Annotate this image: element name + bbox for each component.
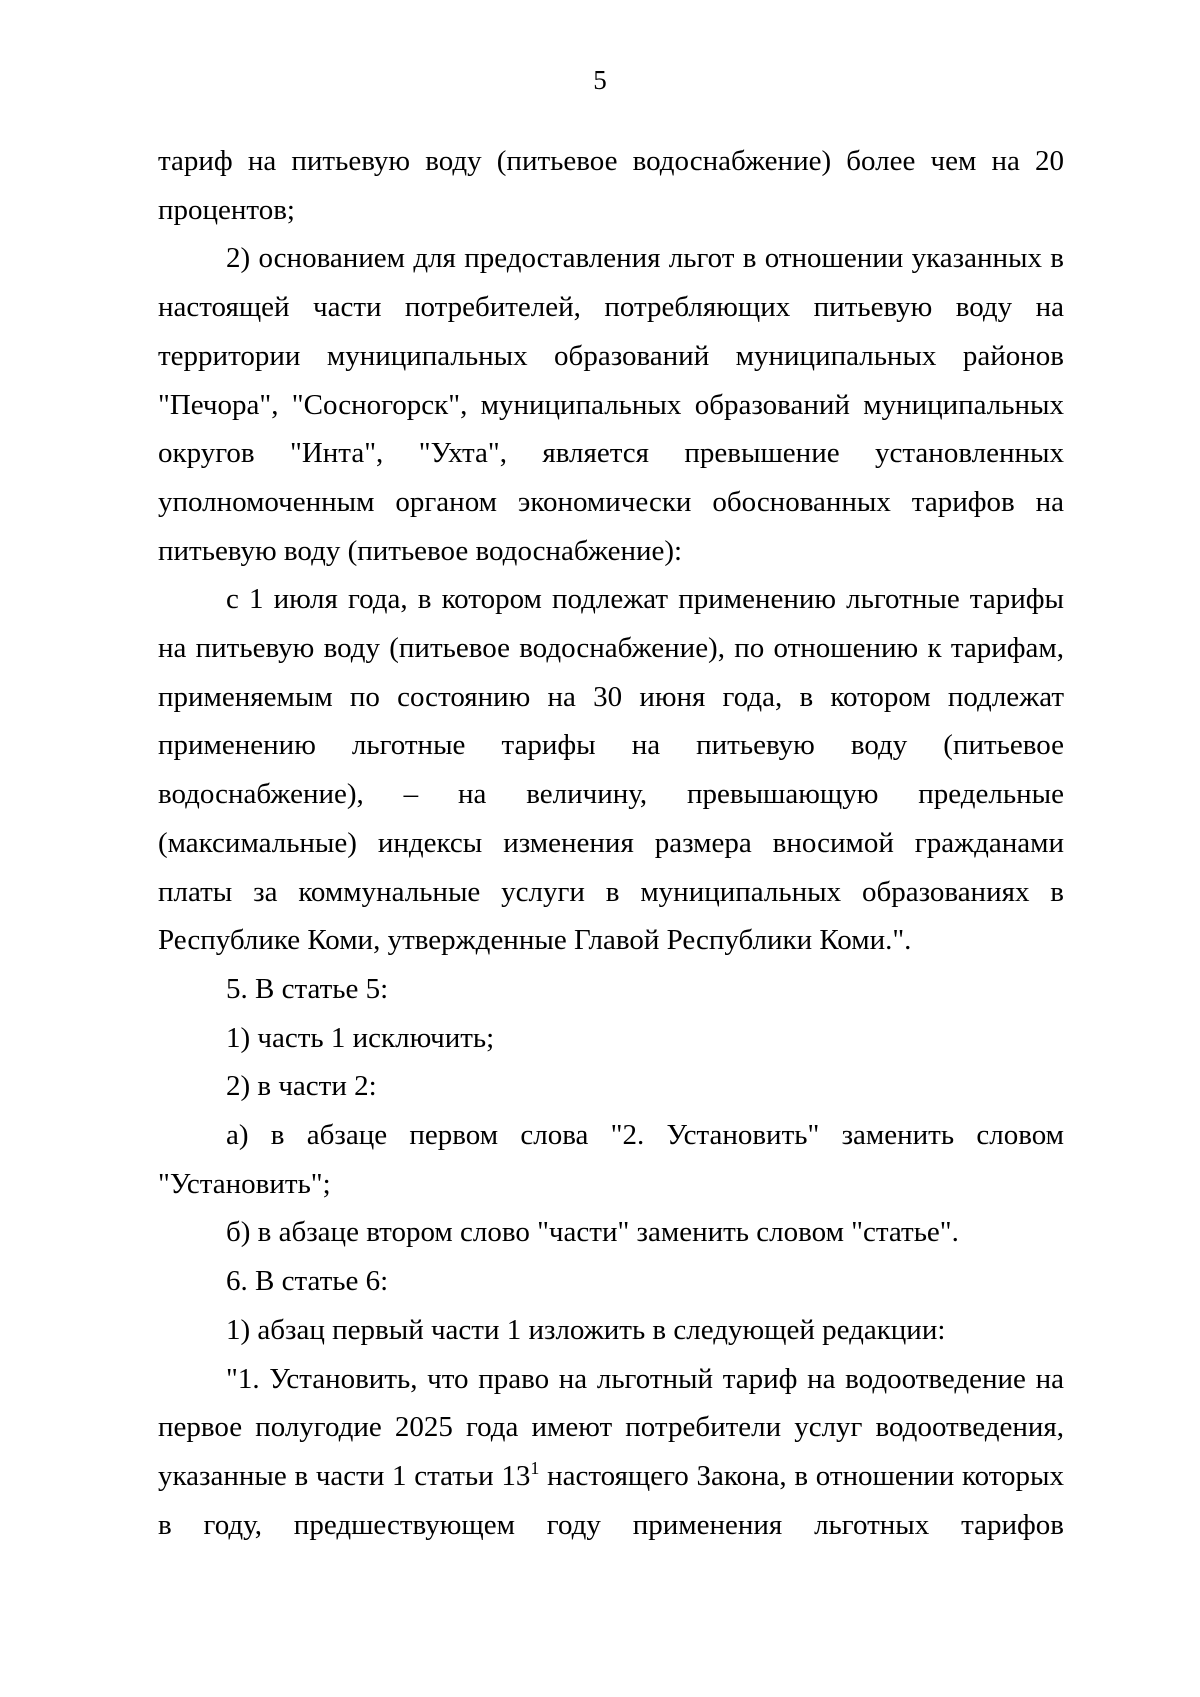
- paragraph-article-6-heading: 6. В статье 6:: [226, 1265, 389, 1298]
- paragraph-article-5-item-1: 1) часть 1 исключить;: [226, 1021, 495, 1054]
- paragraph-article-5-item-2a: а) в абзаце первом слова "2. Установить" заменить словом "Установить";: [158, 1119, 1064, 1200]
- paragraph-new-wording-part-1: [158, 1355, 1064, 1550]
- page-number: 5: [593, 65, 607, 95]
- paragraph-article-5-heading: 5. В статье 5:: [226, 972, 389, 1005]
- paragraph-text-start: "1. Установить, что право на льготный тариф на водоотведение на первое полугодие 2025 года имеют потребители услуг водоотведения, указанные в части 1 статьи 13: [158, 1362, 1064, 1492]
- paragraph-article-5-item-2: 2) в части 2:: [226, 1070, 377, 1103]
- paragraph-continuation: тариф на питьевую воду (питьевое водоснабжение) более чем на 20 процентов;: [158, 145, 1064, 226]
- superscript-index: 1: [530, 1457, 540, 1478]
- paragraph-article-5-item-2b: б) в абзаце втором слово "части" заменить словом "статье".: [226, 1216, 959, 1249]
- paragraph-article-6-item-1: 1) абзац первый части 1 изложить в следующей редакции:: [226, 1313, 946, 1346]
- paragraph-item-2-benefits-basis: 2) основанием для предоставления льгот в отношении указанных в настоящей части потребителей, потребляющих питьевую воду на территории муниципальных образований муниципальных районов "Печора", "Сосногорск", муниципальных образований муниципальных округов "Инта", "Ухта", является превышение установленных уполномоченным органом экономически обоснованных тарифов на питьевую воду (питьевое водоснабжение):: [158, 242, 1064, 567]
- document-body: [158, 137, 1064, 1549]
- paragraph-text-end: настоящего Закона, в отношении которых в году, предшествующем году применения льготных тарифов: [158, 1459, 1064, 1541]
- paragraph-july-tariffs: с 1 июля года, в котором подлежат применению льготные тарифы на питьевую воду (питьевое водоснабжение), по отношению к тарифам, применяемым по состоянию на 30 июня года, в котором подлежат применению льготные тарифы на питьевую воду (питьевое водоснабжение), – на величину, превышающую предельные (максимальные) индексы изменения размера вносимой гражданами платы за коммунальные услуги в муниципальных образованиях в Республике Коми, утвержденные Главой Республики Коми.".: [158, 583, 1064, 957]
